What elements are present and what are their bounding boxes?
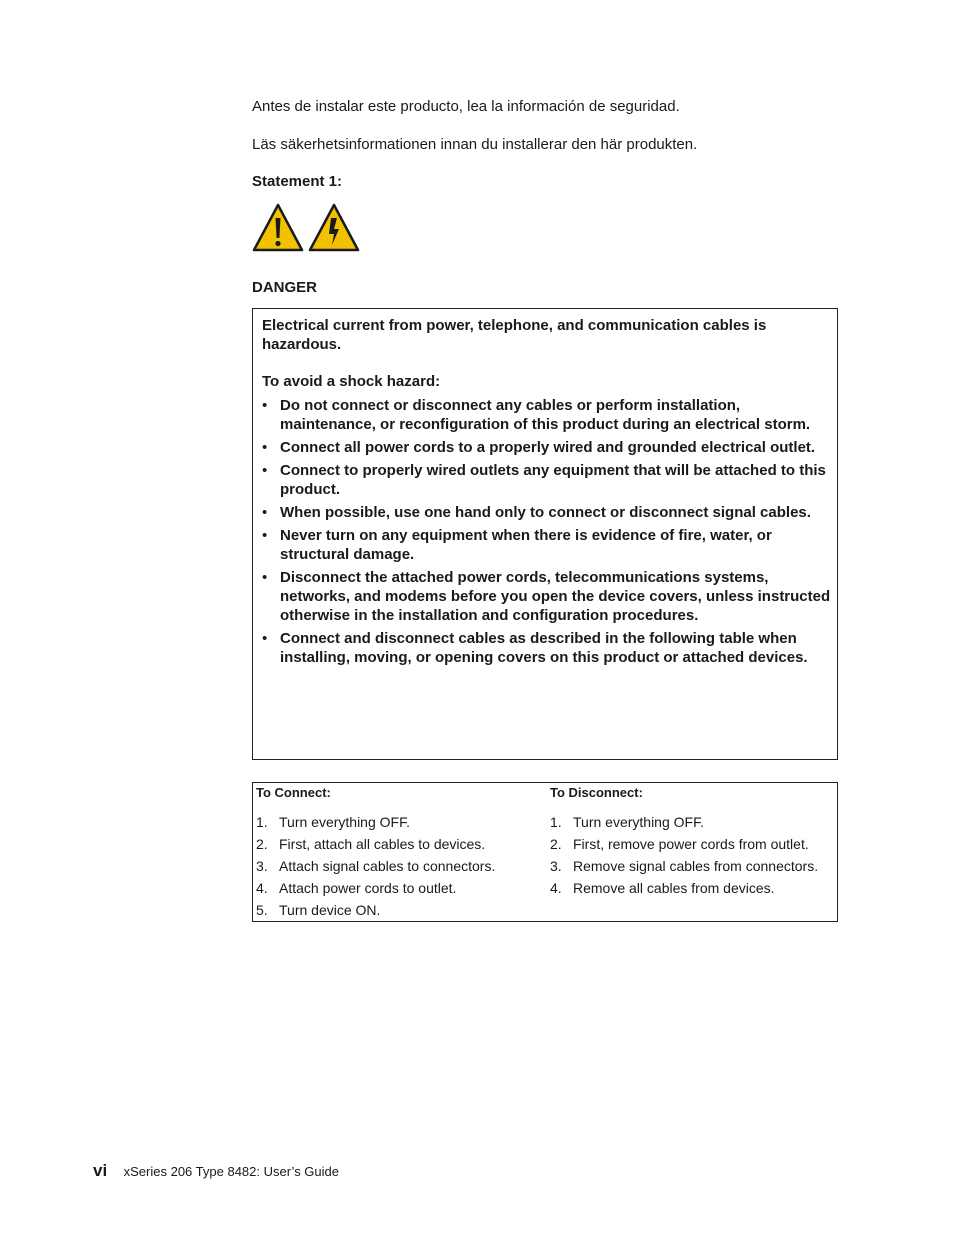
danger-list [262, 396, 832, 671]
bullet-mark: • [262, 439, 268, 456]
danger-notice-box [252, 308, 838, 760]
connect-step: 2. First, attach all cables to devices. [256, 836, 486, 852]
connect-disconnect-table [252, 782, 838, 922]
spanish-safety-line: Antes de instalar este producto, lea la información de seguridad. [252, 98, 680, 115]
danger-list-item: • When possible, use one hand only to connect or disconnect signal cables. [262, 504, 811, 521]
connect-header: To Connect: [256, 785, 331, 800]
disconnect-steps [550, 813, 818, 901]
bullet-mark: • [262, 504, 268, 521]
danger-list-item: • Never turn on any equipment when there is evidence of fire, water, or structural damage. [262, 527, 772, 563]
bullet-mark: • [262, 397, 268, 414]
hazard-icons [252, 203, 364, 253]
danger-label: DANGER [252, 279, 318, 296]
swedish-safety-line: Läs säkerhetsinformationen innan du installerar den här produkten. [252, 136, 698, 153]
connect-step: 1. Turn everything OFF. [256, 814, 410, 830]
page-footer [93, 1161, 339, 1181]
connect-step: 4. Attach power cords to outlet. [256, 880, 457, 896]
avoid-shock-heading: To avoid a shock hazard: [262, 373, 441, 390]
bullet-mark: • [262, 527, 268, 544]
high-voltage-icon [310, 205, 358, 250]
page-number: vi [93, 1161, 108, 1180]
disconnect-header: To Disconnect: [550, 785, 643, 800]
connect-steps [256, 813, 495, 923]
disconnect-step: 2. First, remove power cords from outlet. [550, 836, 809, 852]
document-title: xSeries 206 Type 8482: User’s Guide [123, 1164, 339, 1179]
danger-list-item: • Disconnect the attached power cords, telecommunications systems, networks, and modems before you open the device covers, unless instructed otherwise in the installation and configuration procedures. [262, 569, 831, 624]
danger-list-item: • Connect to properly wired outlets any equipment that will be attached to this product. [262, 462, 826, 498]
danger-list-item: • Connect all power cords to a properly wired and grounded electrical outlet. [262, 439, 816, 456]
disconnect-step: 4. Remove all cables from devices. [550, 880, 775, 896]
disconnect-step: 3. Remove signal cables from connectors. [550, 858, 819, 874]
connect-step: 5. Turn device ON. [256, 902, 381, 918]
caution-exclamation-icon [254, 205, 302, 250]
statement-label: Statement 1: [252, 173, 343, 190]
connect-step: 3. Attach signal cables to connectors. [256, 858, 496, 874]
disconnect-step: 1. Turn everything OFF. [550, 814, 704, 830]
danger-list-item: • Connect and disconnect cables as described in the following table when installing, moving, or opening covers on this product or attached devices. [262, 630, 808, 666]
bullet-mark: • [262, 462, 268, 479]
danger-list-item: • Do not connect or disconnect any cables or perform installation, maintenance, or reconfiguration of this product during an electrical storm. [262, 397, 811, 433]
bullet-mark: • [262, 630, 268, 647]
bullet-mark: • [262, 569, 268, 586]
danger-intro: Electrical current from power, telephone, and communication cables is hazardous. [262, 317, 767, 353]
